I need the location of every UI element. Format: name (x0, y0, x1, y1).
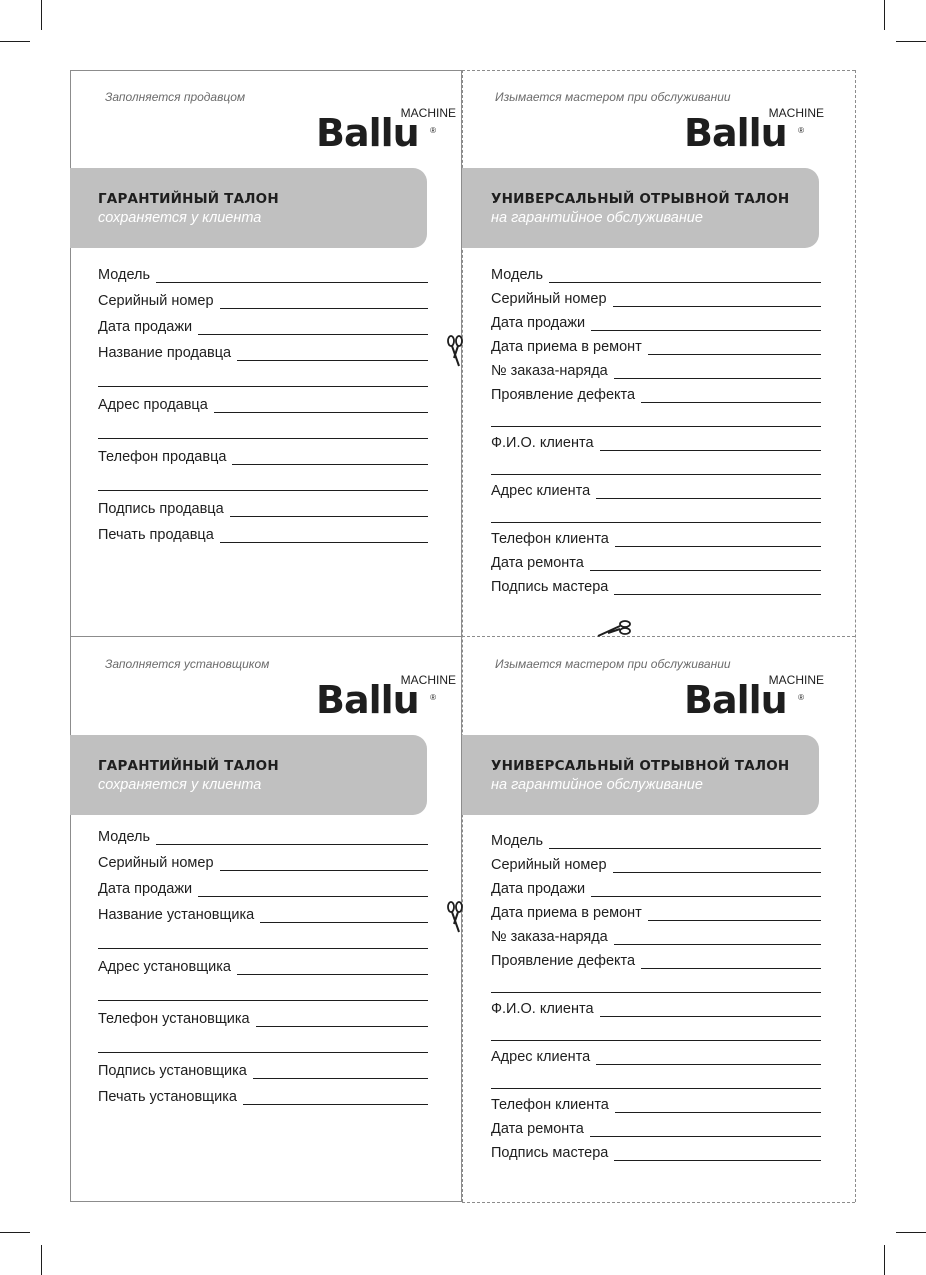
form-field[interactable] (491, 385, 821, 405)
crop-mark (884, 1245, 885, 1275)
form-field[interactable] (491, 361, 821, 381)
scissors-icon (596, 618, 632, 638)
ballu-logo (316, 106, 456, 155)
form-field[interactable] (491, 855, 821, 875)
form-field[interactable] (98, 1087, 428, 1107)
fill-in-line[interactable] (491, 426, 821, 427)
form-field[interactable] (491, 1119, 821, 1139)
logo-sub-text: MACHINE (768, 673, 824, 687)
form-field[interactable] (98, 957, 428, 977)
logo-brand-text: Ballu (684, 111, 787, 155)
crop-mark (884, 0, 885, 30)
field-label: Подпись продавца (98, 501, 230, 517)
field-label: Адрес клиента (491, 1049, 596, 1065)
panel-caption: Заполняется продавцом (105, 90, 246, 104)
form-field[interactable] (98, 1061, 428, 1081)
form-field-continuation[interactable] (98, 931, 428, 951)
form-field[interactable] (98, 447, 428, 467)
fill-in-line[interactable] (491, 522, 821, 523)
crop-mark (41, 1245, 42, 1275)
crop-mark (896, 1232, 926, 1233)
form-field[interactable] (491, 313, 821, 333)
form-field[interactable] (491, 289, 821, 309)
form-field[interactable] (491, 1047, 821, 1067)
form-field-continuation[interactable] (491, 457, 821, 477)
field-label: Серийный номер (491, 857, 613, 873)
banner-subtitle: сохраняется у клиента (98, 210, 262, 226)
scissors-icon (444, 900, 466, 934)
crop-mark (41, 0, 42, 30)
form-field[interactable] (491, 1143, 821, 1163)
form-field-continuation[interactable] (98, 421, 428, 441)
field-label: Ф.И.О. клиента (491, 1001, 600, 1017)
form-field[interactable] (98, 343, 428, 363)
cut-line (462, 70, 855, 71)
field-label: Серийный номер (98, 293, 220, 309)
field-label: Ф.И.О. клиента (491, 435, 600, 451)
crop-mark (0, 1232, 30, 1233)
fill-in-line[interactable] (98, 490, 428, 491)
panel-divider (70, 636, 462, 637)
banner-title: ГАРАНТИЙНЫЙ ТАЛОН (98, 758, 279, 774)
title-banner (70, 168, 427, 248)
cut-line (462, 636, 855, 637)
fill-in-line[interactable] (491, 1040, 821, 1041)
form-field[interactable] (491, 553, 821, 573)
logo-sub-text: MACHINE (400, 673, 456, 687)
ballu-logo (684, 106, 824, 155)
form-field[interactable] (491, 529, 821, 549)
crop-mark (896, 41, 926, 42)
banner-subtitle: сохраняется у клиента (98, 777, 262, 793)
field-label: Адрес установщика (98, 959, 237, 975)
ballu-logo (684, 673, 824, 722)
form-field[interactable] (98, 265, 428, 285)
field-label: Телефон установщика (98, 1011, 256, 1027)
form-field[interactable] (491, 999, 821, 1019)
field-label: Подпись мастера (491, 1145, 614, 1161)
field-label: № заказа-наряда (491, 929, 614, 945)
fill-in-line[interactable] (491, 474, 821, 475)
form-field[interactable] (491, 951, 821, 971)
registered-mark: ® (798, 126, 804, 135)
field-label: Серийный номер (98, 855, 220, 871)
title-banner (462, 735, 819, 815)
form-field-continuation[interactable] (491, 409, 821, 429)
tear-off-coupon-bottom (462, 645, 855, 1201)
field-label: Подпись мастера (491, 579, 614, 595)
form-field[interactable] (491, 577, 821, 597)
field-label: Дата приема в ремонт (491, 339, 648, 355)
form-field[interactable] (491, 337, 821, 357)
banner-subtitle: на гарантийное обслуживание (491, 777, 703, 793)
field-label: Дата продажи (491, 881, 591, 897)
panel-caption: Изымается мастером при обслуживании (495, 657, 731, 671)
field-label: Модель (491, 267, 549, 283)
warranty-card-seller (70, 78, 462, 634)
form-field[interactable] (98, 905, 428, 925)
panel-caption: Изымается мастером при обслуживании (495, 90, 731, 104)
field-label: Телефон клиента (491, 1097, 615, 1113)
field-label: Дата приема в ремонт (491, 905, 648, 921)
field-label: Дата продажи (491, 315, 591, 331)
cut-line (855, 70, 856, 1202)
form-field[interactable] (491, 927, 821, 947)
form-field[interactable] (98, 879, 428, 899)
crop-mark (0, 41, 30, 42)
title-banner (462, 168, 819, 248)
field-label: Дата ремонта (491, 1121, 590, 1137)
field-label: Телефон клиента (491, 531, 615, 547)
form-field[interactable] (491, 831, 821, 851)
field-label: Адрес клиента (491, 483, 596, 499)
fill-in-line[interactable] (491, 1088, 821, 1089)
registered-mark: ® (798, 693, 804, 702)
form-field-continuation[interactable] (98, 369, 428, 389)
logo-brand-text: Ballu (684, 678, 787, 722)
scissors-icon (444, 334, 466, 368)
field-label: Телефон продавца (98, 449, 232, 465)
field-label: Название установщика (98, 907, 260, 923)
form-field[interactable] (491, 481, 821, 501)
field-label: № заказа-наряда (491, 363, 614, 379)
ballu-logo (316, 673, 456, 722)
fill-in-line[interactable] (98, 1000, 428, 1001)
field-label: Проявление дефекта (491, 953, 641, 969)
banner-title: УНИВЕРСАЛЬНЫЙ ОТРЫВНОЙ ТАЛОН (491, 758, 790, 774)
fill-in-line[interactable] (98, 1052, 428, 1053)
form-field[interactable] (491, 903, 821, 923)
tear-off-coupon-top (462, 78, 855, 634)
form-field-continuation[interactable] (491, 1023, 821, 1043)
logo-brand-text: Ballu (316, 111, 419, 155)
field-label: Серийный номер (491, 291, 613, 307)
field-label: Модель (98, 829, 156, 845)
form-field[interactable] (98, 827, 428, 847)
fill-in-line[interactable] (491, 992, 821, 993)
field-label: Модель (491, 833, 549, 849)
form-field[interactable] (98, 1009, 428, 1029)
form-field-continuation[interactable] (491, 1071, 821, 1091)
form-field[interactable] (98, 499, 428, 519)
field-label: Подпись установщика (98, 1063, 253, 1079)
field-label: Печать продавца (98, 527, 220, 543)
form-field-continuation[interactable] (98, 1035, 428, 1055)
fill-in-line[interactable] (98, 948, 428, 949)
field-label: Дата ремонта (491, 555, 590, 571)
field-label: Проявление дефекта (491, 387, 641, 403)
field-label: Адрес продавца (98, 397, 214, 413)
fill-in-line[interactable] (98, 438, 428, 439)
form-field-continuation[interactable] (98, 473, 428, 493)
form-field-continuation[interactable] (491, 505, 821, 525)
title-banner (70, 735, 427, 815)
form-field[interactable] (98, 395, 428, 415)
logo-sub-text: MACHINE (400, 106, 456, 120)
form-field-continuation[interactable] (98, 983, 428, 1003)
field-label: Название продавца (98, 345, 237, 361)
cut-line (462, 1202, 855, 1203)
field-label: Модель (98, 267, 156, 283)
form-field[interactable] (98, 317, 428, 337)
field-label: Дата продажи (98, 881, 198, 897)
form-field[interactable] (491, 879, 821, 899)
fill-in-line[interactable] (98, 386, 428, 387)
form-field[interactable] (98, 853, 428, 873)
banner-title: ГАРАНТИЙНЫЙ ТАЛОН (98, 191, 279, 207)
form-field[interactable] (98, 291, 428, 311)
form-field[interactable] (98, 525, 428, 545)
banner-subtitle: на гарантийное обслуживание (491, 210, 703, 226)
panel-caption: Заполняется установщиком (105, 657, 270, 671)
warranty-card-installer (70, 645, 462, 1201)
form-field-continuation[interactable] (491, 975, 821, 995)
form-field[interactable] (491, 1095, 821, 1115)
form-field[interactable] (491, 433, 821, 453)
form-field[interactable] (491, 265, 821, 285)
field-label: Печать установщика (98, 1089, 243, 1105)
logo-brand-text: Ballu (316, 678, 419, 722)
field-label: Дата продажи (98, 319, 198, 335)
banner-title: УНИВЕРСАЛЬНЫЙ ОТРЫВНОЙ ТАЛОН (491, 191, 790, 207)
registered-mark: ® (430, 693, 436, 702)
logo-sub-text: MACHINE (768, 106, 824, 120)
registered-mark: ® (430, 126, 436, 135)
